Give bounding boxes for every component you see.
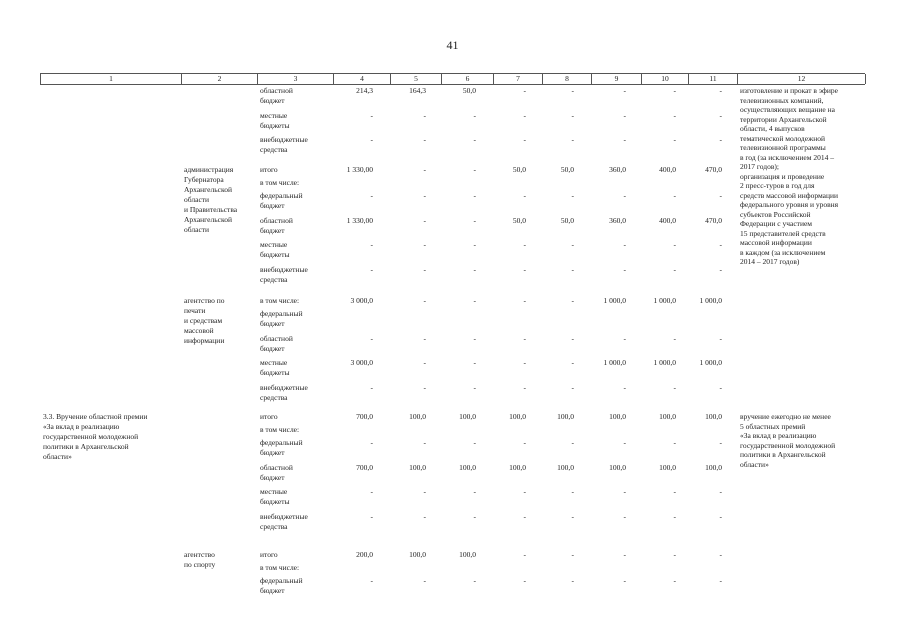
table-cell-value: 100,0 bbox=[459, 412, 476, 421]
expected-result: 2014 – 2017 годов) bbox=[740, 257, 800, 266]
table-cell-value: - bbox=[673, 264, 676, 274]
table-cell-value: - bbox=[571, 550, 574, 559]
table-cell-value: - bbox=[473, 333, 476, 343]
table-cell-value: 50,0 bbox=[462, 86, 476, 95]
row-label: средства bbox=[260, 274, 288, 284]
table-cell-value: - bbox=[623, 550, 626, 559]
table-cell-value: 400,0 bbox=[659, 215, 676, 225]
table-cell-value: - bbox=[523, 110, 526, 120]
table-cell-value: 100,0 bbox=[609, 462, 626, 472]
table-cell-value: - bbox=[370, 382, 373, 392]
expected-result: Федерации с участием bbox=[740, 219, 813, 228]
executor-name: Архангельской bbox=[184, 215, 232, 224]
table-cell-value: - bbox=[673, 110, 676, 120]
table-cell-value: - bbox=[673, 550, 676, 559]
row-label: бюджет bbox=[260, 225, 285, 235]
expected-result: 5 областных премий bbox=[740, 421, 806, 431]
row-label: бюджет bbox=[260, 201, 285, 210]
table-cell-value: - bbox=[623, 264, 626, 274]
executor-name: информации bbox=[184, 336, 225, 345]
table-cell-value: - bbox=[473, 487, 476, 496]
activity-name: области» bbox=[43, 452, 72, 461]
table-cell-value: - bbox=[673, 135, 676, 144]
table-cell-value: - bbox=[370, 110, 373, 120]
table-cell-value: - bbox=[719, 382, 722, 392]
table-cell-value: - bbox=[523, 550, 526, 559]
row-label: областной bbox=[260, 333, 293, 343]
table-cell-value: - bbox=[423, 358, 426, 367]
executor-name: печати bbox=[184, 306, 206, 315]
table-cell-value: - bbox=[370, 438, 373, 447]
table-cell-value: - bbox=[523, 264, 526, 274]
row-label: итого bbox=[260, 412, 278, 421]
table-cell-value: 100,0 bbox=[609, 412, 626, 421]
table-cell-value: 100,0 bbox=[409, 462, 426, 472]
expected-result: средств массовой информации bbox=[740, 190, 839, 200]
table-cell-value: - bbox=[623, 511, 626, 521]
table-cell-value: - bbox=[571, 576, 574, 585]
expected-result: 15 представителей средств bbox=[740, 228, 826, 238]
table-cell-value: - bbox=[473, 240, 476, 249]
table-cell-value: 164,3 bbox=[409, 86, 426, 95]
table-cell-value: - bbox=[423, 264, 426, 274]
table-cell-value: - bbox=[623, 333, 626, 343]
table-cell-value: 100,0 bbox=[659, 462, 676, 472]
table-cell-value: - bbox=[673, 576, 676, 585]
table-cell-value: - bbox=[473, 576, 476, 585]
table-cell-value: - bbox=[523, 358, 526, 367]
row-label: местные bbox=[260, 358, 288, 367]
table-cell-value: 470,0 bbox=[705, 165, 722, 174]
table-cell-value: - bbox=[523, 511, 526, 521]
column-header-1: 1 bbox=[40, 74, 181, 84]
executor-name: Губернатора bbox=[184, 175, 224, 184]
page-number: 41 bbox=[446, 38, 459, 52]
activity-name: государственной молодежной bbox=[43, 432, 139, 441]
table-cell-value: - bbox=[370, 576, 373, 585]
table-cell-value: - bbox=[473, 358, 476, 367]
expected-result: осуществляющих вещание на bbox=[740, 105, 835, 114]
table-cell-value: - bbox=[673, 240, 676, 249]
table-cell-value: 50,0 bbox=[512, 165, 526, 174]
column-header-4: 4 bbox=[333, 74, 390, 84]
row-label: бюджет bbox=[260, 448, 285, 457]
table-cell-value: - bbox=[370, 191, 373, 200]
table-cell-value: - bbox=[523, 86, 526, 95]
table-cell-value: - bbox=[423, 135, 426, 144]
row-label: федеральный bbox=[260, 576, 303, 585]
executor-name: области bbox=[184, 195, 210, 204]
table-cell-value: 360,0 bbox=[609, 215, 626, 225]
table-cell-value: - bbox=[423, 296, 426, 305]
expected-result: области» bbox=[740, 459, 769, 469]
table-cell-value: - bbox=[473, 135, 476, 144]
table-cell-value: - bbox=[673, 333, 676, 343]
row-label: местные bbox=[260, 487, 288, 496]
table-cell-value: - bbox=[473, 110, 476, 120]
row-label: средства bbox=[260, 145, 288, 154]
table-cell-value: - bbox=[571, 296, 574, 305]
row-label: бюджет bbox=[260, 586, 285, 595]
expected-result: тематической молодежной bbox=[740, 133, 826, 143]
table-cell-value: - bbox=[473, 264, 476, 274]
column-header-8: 8 bbox=[542, 74, 591, 84]
row-label: средства bbox=[260, 392, 288, 402]
row-label: в том числе: bbox=[260, 296, 300, 305]
expected-result: территории Архангельской bbox=[740, 114, 827, 124]
table-cell-value: 1 000,0 bbox=[653, 296, 676, 305]
table-cell-value: - bbox=[719, 333, 722, 343]
expected-result: в каждом (за исключением bbox=[740, 247, 826, 257]
table-cell-value: - bbox=[571, 333, 574, 343]
table-cell-value: 1 000,0 bbox=[603, 296, 626, 305]
expected-result: изготовление и прокат в эфире bbox=[740, 86, 838, 95]
table-cell-value: - bbox=[623, 135, 626, 144]
row-label: внебюджетные bbox=[260, 264, 308, 274]
table-cell-value: 100,0 bbox=[659, 412, 676, 421]
table-cell-value: - bbox=[623, 110, 626, 120]
table-cell-value: 700,0 bbox=[356, 462, 373, 472]
expected-result: организация и проведение bbox=[740, 171, 825, 181]
row-label: бюджеты bbox=[260, 250, 290, 259]
row-label: внебюджетные bbox=[260, 382, 308, 392]
table-cell-value: - bbox=[623, 240, 626, 249]
table-cell-value: 100,0 bbox=[557, 412, 574, 421]
table-cell-value: 200,0 bbox=[356, 550, 373, 559]
table-cell-value: - bbox=[523, 191, 526, 200]
table-cell-value: - bbox=[571, 135, 574, 144]
table-cell-value: 1 330,00 bbox=[346, 165, 373, 174]
table-cell-value: 50,0 bbox=[560, 215, 574, 225]
table-cell-value: - bbox=[571, 382, 574, 392]
column-header-5: 5 bbox=[390, 74, 441, 84]
table-cell-value: - bbox=[623, 438, 626, 447]
row-label: внебюджетные bbox=[260, 135, 308, 144]
executor-name: области bbox=[184, 225, 210, 234]
table-cell-value: - bbox=[473, 382, 476, 392]
table-cell-value: 100,0 bbox=[705, 462, 722, 472]
table-cell-value: - bbox=[423, 215, 426, 225]
table-cell-value: - bbox=[523, 296, 526, 305]
executor-name: администрация bbox=[184, 165, 234, 174]
table-cell-value: 100,0 bbox=[509, 462, 526, 472]
row-label: итого bbox=[260, 550, 278, 559]
table-header-row bbox=[40, 73, 865, 85]
expected-result: государственной молодежной bbox=[740, 440, 836, 450]
table-cell-value: - bbox=[719, 438, 722, 447]
expected-result: телевизионных компаний, bbox=[740, 95, 824, 105]
table-cell-value: 700,0 bbox=[356, 412, 373, 421]
table-cell-value: - bbox=[571, 264, 574, 274]
table-cell-value: - bbox=[523, 576, 526, 585]
row-label: местные bbox=[260, 110, 288, 120]
table-cell-value: - bbox=[370, 240, 373, 249]
expected-result: телевизионной программы bbox=[740, 143, 826, 152]
table-cell-value: 100,0 bbox=[557, 462, 574, 472]
column-header-6: 6 bbox=[441, 74, 493, 84]
table-cell-value: - bbox=[571, 511, 574, 521]
table-cell-value: - bbox=[370, 333, 373, 343]
table-cell-value: - bbox=[370, 511, 373, 521]
table-cell-value: 3 000,0 bbox=[350, 358, 373, 367]
table-cell-value: 360,0 bbox=[609, 165, 626, 174]
table-cell-value: - bbox=[719, 487, 722, 496]
row-label: средства bbox=[260, 521, 288, 531]
table-cell-value: - bbox=[523, 382, 526, 392]
table-cell-value: - bbox=[719, 240, 722, 249]
table-cell-value: - bbox=[571, 438, 574, 447]
table-cell-value: - bbox=[473, 296, 476, 305]
row-label: бюджеты bbox=[260, 368, 290, 377]
table-cell-value: - bbox=[423, 165, 426, 174]
row-label: областной bbox=[260, 86, 293, 95]
table-cell-value: - bbox=[523, 487, 526, 496]
table-cell-value: - bbox=[719, 576, 722, 585]
table-cell-value: - bbox=[719, 135, 722, 144]
table-cell-value: - bbox=[473, 165, 476, 174]
column-header-7: 7 bbox=[493, 74, 542, 84]
table-cell-value: 100,0 bbox=[509, 412, 526, 421]
table-cell-value: 214,3 bbox=[356, 86, 373, 95]
table-cell-value: - bbox=[423, 487, 426, 496]
table-cell-value: 1 000,0 bbox=[653, 358, 676, 367]
row-label: областной bbox=[260, 462, 293, 472]
row-label: бюджет bbox=[260, 343, 285, 353]
table-cell-value: - bbox=[423, 382, 426, 392]
table-cell-value: - bbox=[523, 333, 526, 343]
row-label: бюджет bbox=[260, 96, 285, 105]
table-cell-value: - bbox=[623, 487, 626, 496]
table-cell-value: 50,0 bbox=[560, 165, 574, 174]
table-cell-value: - bbox=[623, 191, 626, 200]
table-cell-value: - bbox=[673, 438, 676, 447]
table-cell-value: 400,0 bbox=[659, 165, 676, 174]
table-cell-value: 100,0 bbox=[705, 412, 722, 421]
table-cell-value: - bbox=[423, 110, 426, 120]
executor-name: по спорту bbox=[184, 560, 216, 569]
table-cell-value: - bbox=[571, 358, 574, 367]
table-cell-value: - bbox=[423, 438, 426, 447]
table-cell-value: - bbox=[673, 511, 676, 521]
table-cell-value: - bbox=[423, 191, 426, 200]
row-label: в том числе: bbox=[260, 425, 300, 434]
row-label: внебюджетные bbox=[260, 511, 308, 521]
row-label: в том числе: bbox=[260, 563, 300, 572]
table-cell-value: - bbox=[719, 191, 722, 200]
table-cell-value: 1 330,00 bbox=[346, 215, 373, 225]
expected-result: 2 пресс-туров в год для bbox=[740, 181, 815, 190]
table-cell-value: 1 000,0 bbox=[603, 358, 626, 367]
table-cell-value: - bbox=[719, 511, 722, 521]
table-cell-value: - bbox=[719, 86, 722, 95]
table-cell-value: - bbox=[571, 240, 574, 249]
expected-result: в год (за исключением 2014 – bbox=[740, 152, 834, 162]
row-label: бюджет bbox=[260, 472, 285, 482]
table-cell-value: - bbox=[370, 264, 373, 274]
expected-result: 2017 годов); bbox=[740, 162, 779, 171]
table-cell-value: - bbox=[673, 382, 676, 392]
column-header-9: 9 bbox=[591, 74, 641, 84]
row-label: итого bbox=[260, 165, 278, 174]
executor-name: агентство bbox=[184, 550, 215, 559]
row-label: в том числе: bbox=[260, 178, 300, 187]
column-header-2: 2 bbox=[181, 74, 257, 84]
table-cell-value: - bbox=[423, 511, 426, 521]
row-label: федеральный bbox=[260, 438, 303, 447]
row-label: федеральный bbox=[260, 191, 303, 200]
table-cell-value: 100,0 bbox=[409, 550, 426, 559]
table-cell-value: - bbox=[423, 576, 426, 585]
activity-name: «За вклад в реализацию bbox=[43, 422, 120, 431]
table-cell-value: - bbox=[370, 135, 373, 144]
executor-name: и средствам bbox=[184, 316, 223, 325]
activity-name: политики в Архангельской bbox=[43, 442, 129, 451]
column-header-11: 11 bbox=[688, 74, 737, 84]
expected-result: области, 4 выпусков bbox=[740, 124, 805, 133]
row-label: федеральный bbox=[260, 309, 303, 318]
table-cell-value: 100,0 bbox=[409, 412, 426, 421]
table-cell-value: 1 000,0 bbox=[699, 358, 722, 367]
table-cell-value: - bbox=[473, 191, 476, 200]
table-cell-value: - bbox=[623, 86, 626, 95]
table-cell-value: - bbox=[719, 550, 722, 559]
row-label: бюджет bbox=[260, 319, 285, 328]
column-header-10: 10 bbox=[641, 74, 688, 84]
column-header-12: 12 bbox=[737, 74, 866, 84]
table-cell-value: - bbox=[623, 382, 626, 392]
executor-name: агентство по bbox=[184, 296, 225, 305]
expected-result: «За вклад в реализацию bbox=[740, 431, 817, 440]
expected-result: субъектов Российской bbox=[740, 209, 811, 219]
table-cell-value: - bbox=[571, 86, 574, 95]
table-cell-value: - bbox=[571, 487, 574, 496]
table-cell-value: - bbox=[571, 191, 574, 200]
table-cell-value: 470,0 bbox=[705, 215, 722, 225]
executor-name: массовой bbox=[184, 326, 214, 335]
table-cell-value: - bbox=[673, 86, 676, 95]
table-cell-value: - bbox=[423, 240, 426, 249]
table-cell-value: - bbox=[719, 110, 722, 120]
expected-result: вручение ежегодно не менее bbox=[740, 412, 831, 421]
table-cell-value: - bbox=[623, 576, 626, 585]
table-cell-value: 1 000,0 bbox=[699, 296, 722, 305]
table-cell-value: - bbox=[673, 487, 676, 496]
activity-name: 3.3. Вручение областной премии bbox=[43, 412, 148, 421]
row-label: бюджеты bbox=[260, 497, 290, 506]
row-label: местные bbox=[260, 240, 288, 249]
table-cell-value: 100,0 bbox=[459, 550, 476, 559]
executor-name: и Правительства bbox=[184, 205, 238, 214]
column-header-3: 3 bbox=[257, 74, 333, 84]
table-cell-value: - bbox=[473, 511, 476, 521]
table-cell-value: 3 000,0 bbox=[350, 296, 373, 305]
table-cell-value: - bbox=[370, 487, 373, 496]
table-cell-value: - bbox=[423, 333, 426, 343]
row-label: областной bbox=[260, 215, 293, 225]
table-cell-value: - bbox=[523, 240, 526, 249]
table-cell-value: - bbox=[719, 264, 722, 274]
table-cell-value: 50,0 bbox=[512, 215, 526, 225]
table-cell-value: - bbox=[473, 438, 476, 447]
expected-result: массовой информации bbox=[740, 238, 812, 247]
executor-name: Архангельской bbox=[184, 185, 232, 194]
expected-result: политики в Архангельской bbox=[740, 450, 826, 459]
expected-result: федерального уровня и уровня bbox=[740, 200, 839, 209]
table-cell-value: - bbox=[571, 110, 574, 120]
table-cell-value: - bbox=[523, 135, 526, 144]
table-cell-value: - bbox=[673, 191, 676, 200]
table-cell-value: - bbox=[473, 215, 476, 225]
table-cell-value: 100,0 bbox=[459, 462, 476, 472]
table-cell-value: - bbox=[523, 438, 526, 447]
row-label: бюджеты bbox=[260, 120, 290, 130]
